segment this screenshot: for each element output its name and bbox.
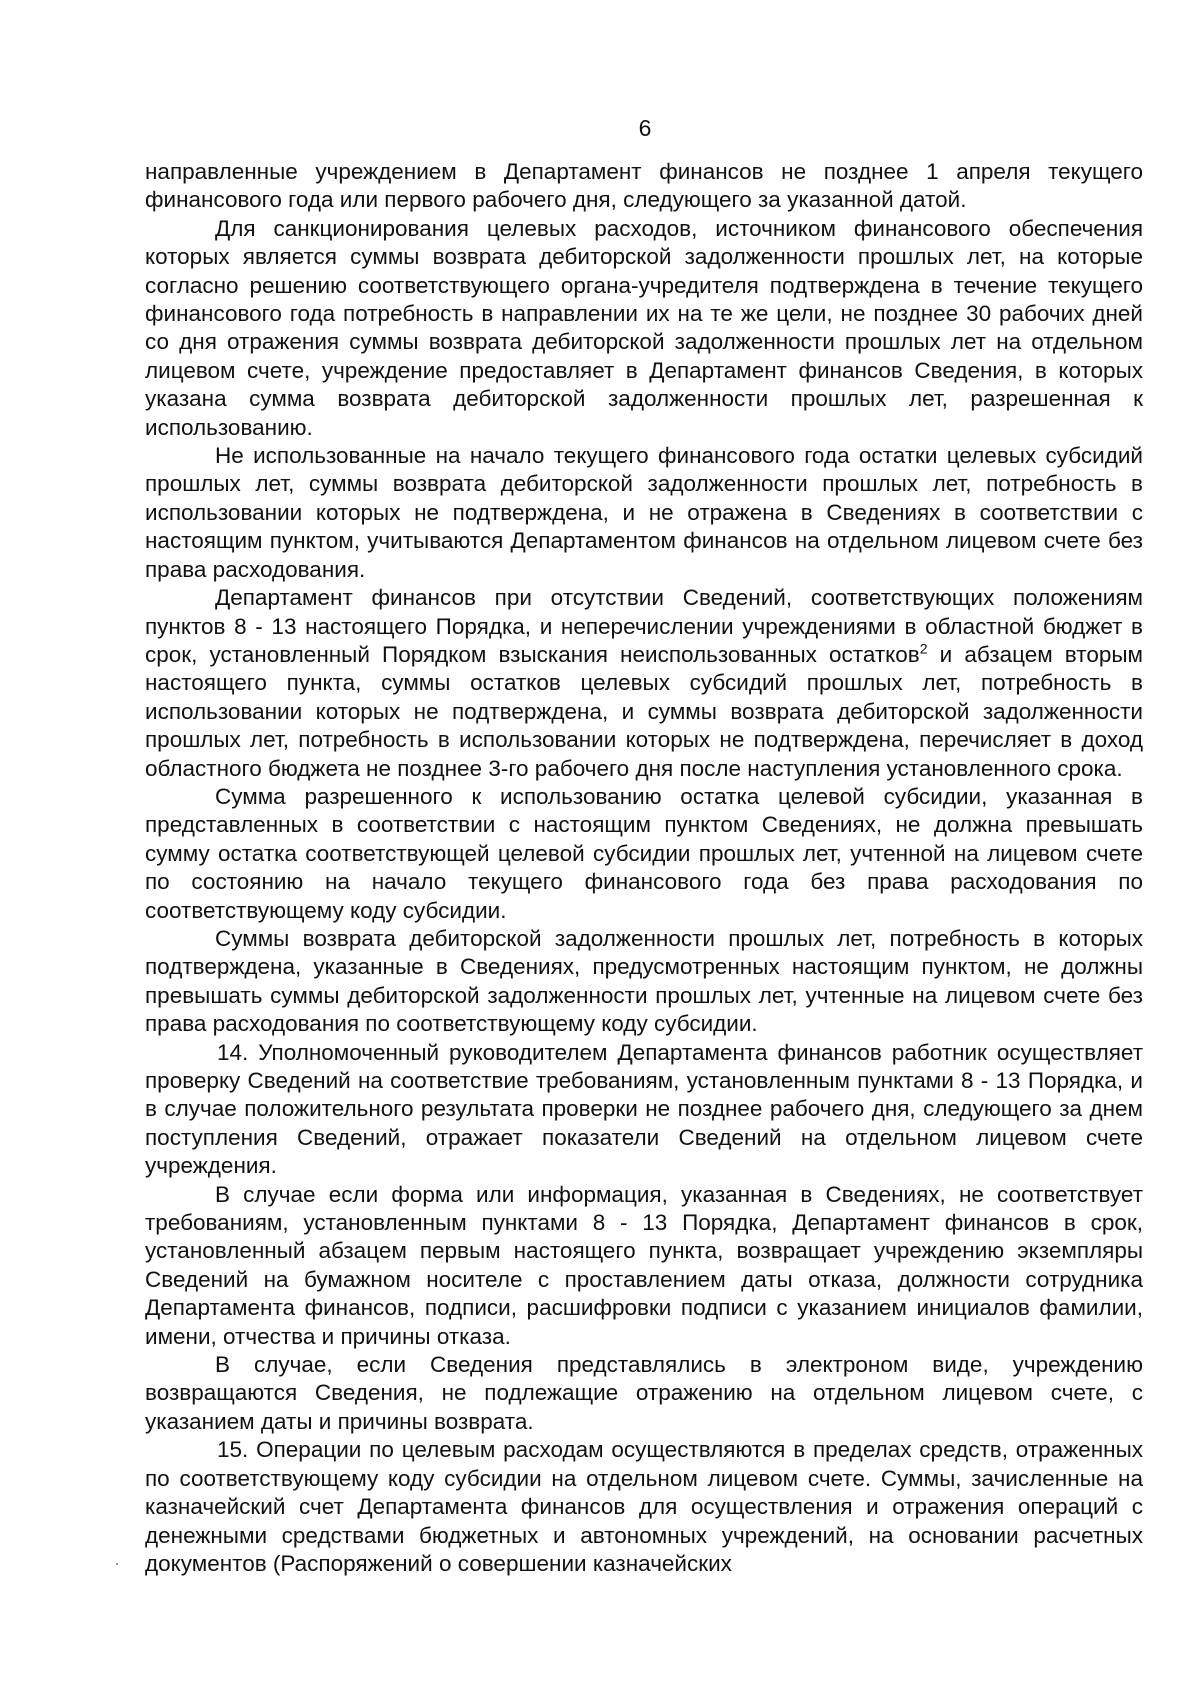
paragraph-debt-return-authorization: Для санкционирования целевых расходов, источником финансового обеспечения которых является суммы возврата дебиторской задолженности прошлых лет, на которые согласно решению соответствующего органа-учредителя подтверждена в течение текущего финансового года потребность в направлении их на те же цели, не позднее 30 рабочих дней со дня отражения суммы возврата дебиторской задолженности прошлых лет на отдельном лицевом счете, учреждение предоставляет в Департамент финансов Сведения, в которых указана сумма возврата дебиторской задолженности прошлых лет, разрешенная к использованию. [145, 215, 1143, 440]
paragraph-subsidy-limit: Сумма разрешенного к использованию остатка целевой субсидии, указанная в представленных в соответствии с настоящим пунктом Сведениях, не должна превышать сумму остатка соответствующей целевой субсидии прошлых лет, учтенной на лицевом счете по состоянию на начало текущего финансового года без права расходования по соответствующему коду субсидии. [145, 783, 1143, 923]
paragraph-unused-balances: Не использованные на начало текущего финансового года остатки целевых субсидий прошлых лет, суммы возврата дебиторской задолженности прошлых лет, потребность в использовании которых не подтверждена, и не отражена в Сведениях в соответствии с настоящим пунктом, учитываются Департаментом финансов на отдельном лицевом счете без права расходования. [145, 443, 1143, 582]
paragraph-text: и абзацем вторым настоящего пункта, суммы остатков целевых субсидий прошлых лет, потребность в использовании которых не подтверждена, и суммы возврата дебиторской задолженности прошлых лет, потребность в использовании которых не подтверждена, перечисляет в доход областного бюджета не позднее 3-го рабочего дня после наступления установленного срока. [145, 641, 1143, 781]
footnote-mark: 2 [919, 640, 928, 657]
paragraph-debt-limit: Суммы возврата дебиторской задолженности прошлых лет, потребность в которых подтверждена, указанные в Сведениях, предусмотренных настоящим пунктом, не должны превышать суммы дебиторской задолженности прошлых лет, учтенные на лицевом счете без права расходования по соответствующему коду субсидии. [145, 925, 1143, 1037]
paragraph-continuation: направленные учреждением в Департамент финансов не позднее 1 апреля текущего финансового года или первого рабочего дня, следующего за указанной датой. [145, 159, 1143, 213]
paragraph-electronic-return: В случае, если Сведения представлялись в электроном виде, учреждению возвращаются Сведения, не подлежащие отражению на отдельном лицевом счете, с указанием даты и причины возврата. [145, 1352, 1143, 1434]
paragraph-text: Департамент финансов при отсутствии Сведений, соответствующих положениям пунктов 8 - 13 настоящего Порядка, и неперечислении учреждениями в областной бюджет в срок, установленный Порядком взыскания неиспользованных остатков [145, 585, 1143, 667]
paragraph-transfer-to-budget [145, 584, 1143, 783]
paragraph-refusal: В случае если форма или информация, указанная в Сведениях, не соответствует требованиям, установленным пунктами 8 - 13 Порядка, Департамент финансов в срок, установленный абзацем первым настоящего пункта, возвращает учреждению экземпляры Сведений на бумажном носителе с проставлением даты отказа, должности сотрудника Департамента финансов, подписи, расшифровки подписи с указанием инициалов фамилии, имени, отчества и причины отказа. [145, 1181, 1143, 1349]
page-number: 6 [638, 115, 652, 141]
paragraph-item-15: 15. Операции по целевым расходам осуществляются в пределах средств, отраженных по соответствующему коду субсидии на отдельном лицевом счете. Суммы, зачисленные на казначейский счет Департамента финансов для осуществления и отражения операций с денежными средствами бюджетных и автономных учреждений, на основании расчетных документов (Распоряжений о совершении казначейских [145, 1437, 1143, 1576]
paragraph-item-14: 14. Уполномоченный руководителем Департамента финансов работник осуществляет проверку Сведений на соответствие требованиям, установленным пунктами 8 - 13 Порядка, и в случае положительного результата проверки не позднее рабочего дня, следующего за днем поступления Сведений, отражает показатели Сведений на отдельном лицевом счете учреждения. [145, 1039, 1143, 1179]
document-body [145, 158, 1143, 1578]
scan-speck [116, 1563, 118, 1565]
